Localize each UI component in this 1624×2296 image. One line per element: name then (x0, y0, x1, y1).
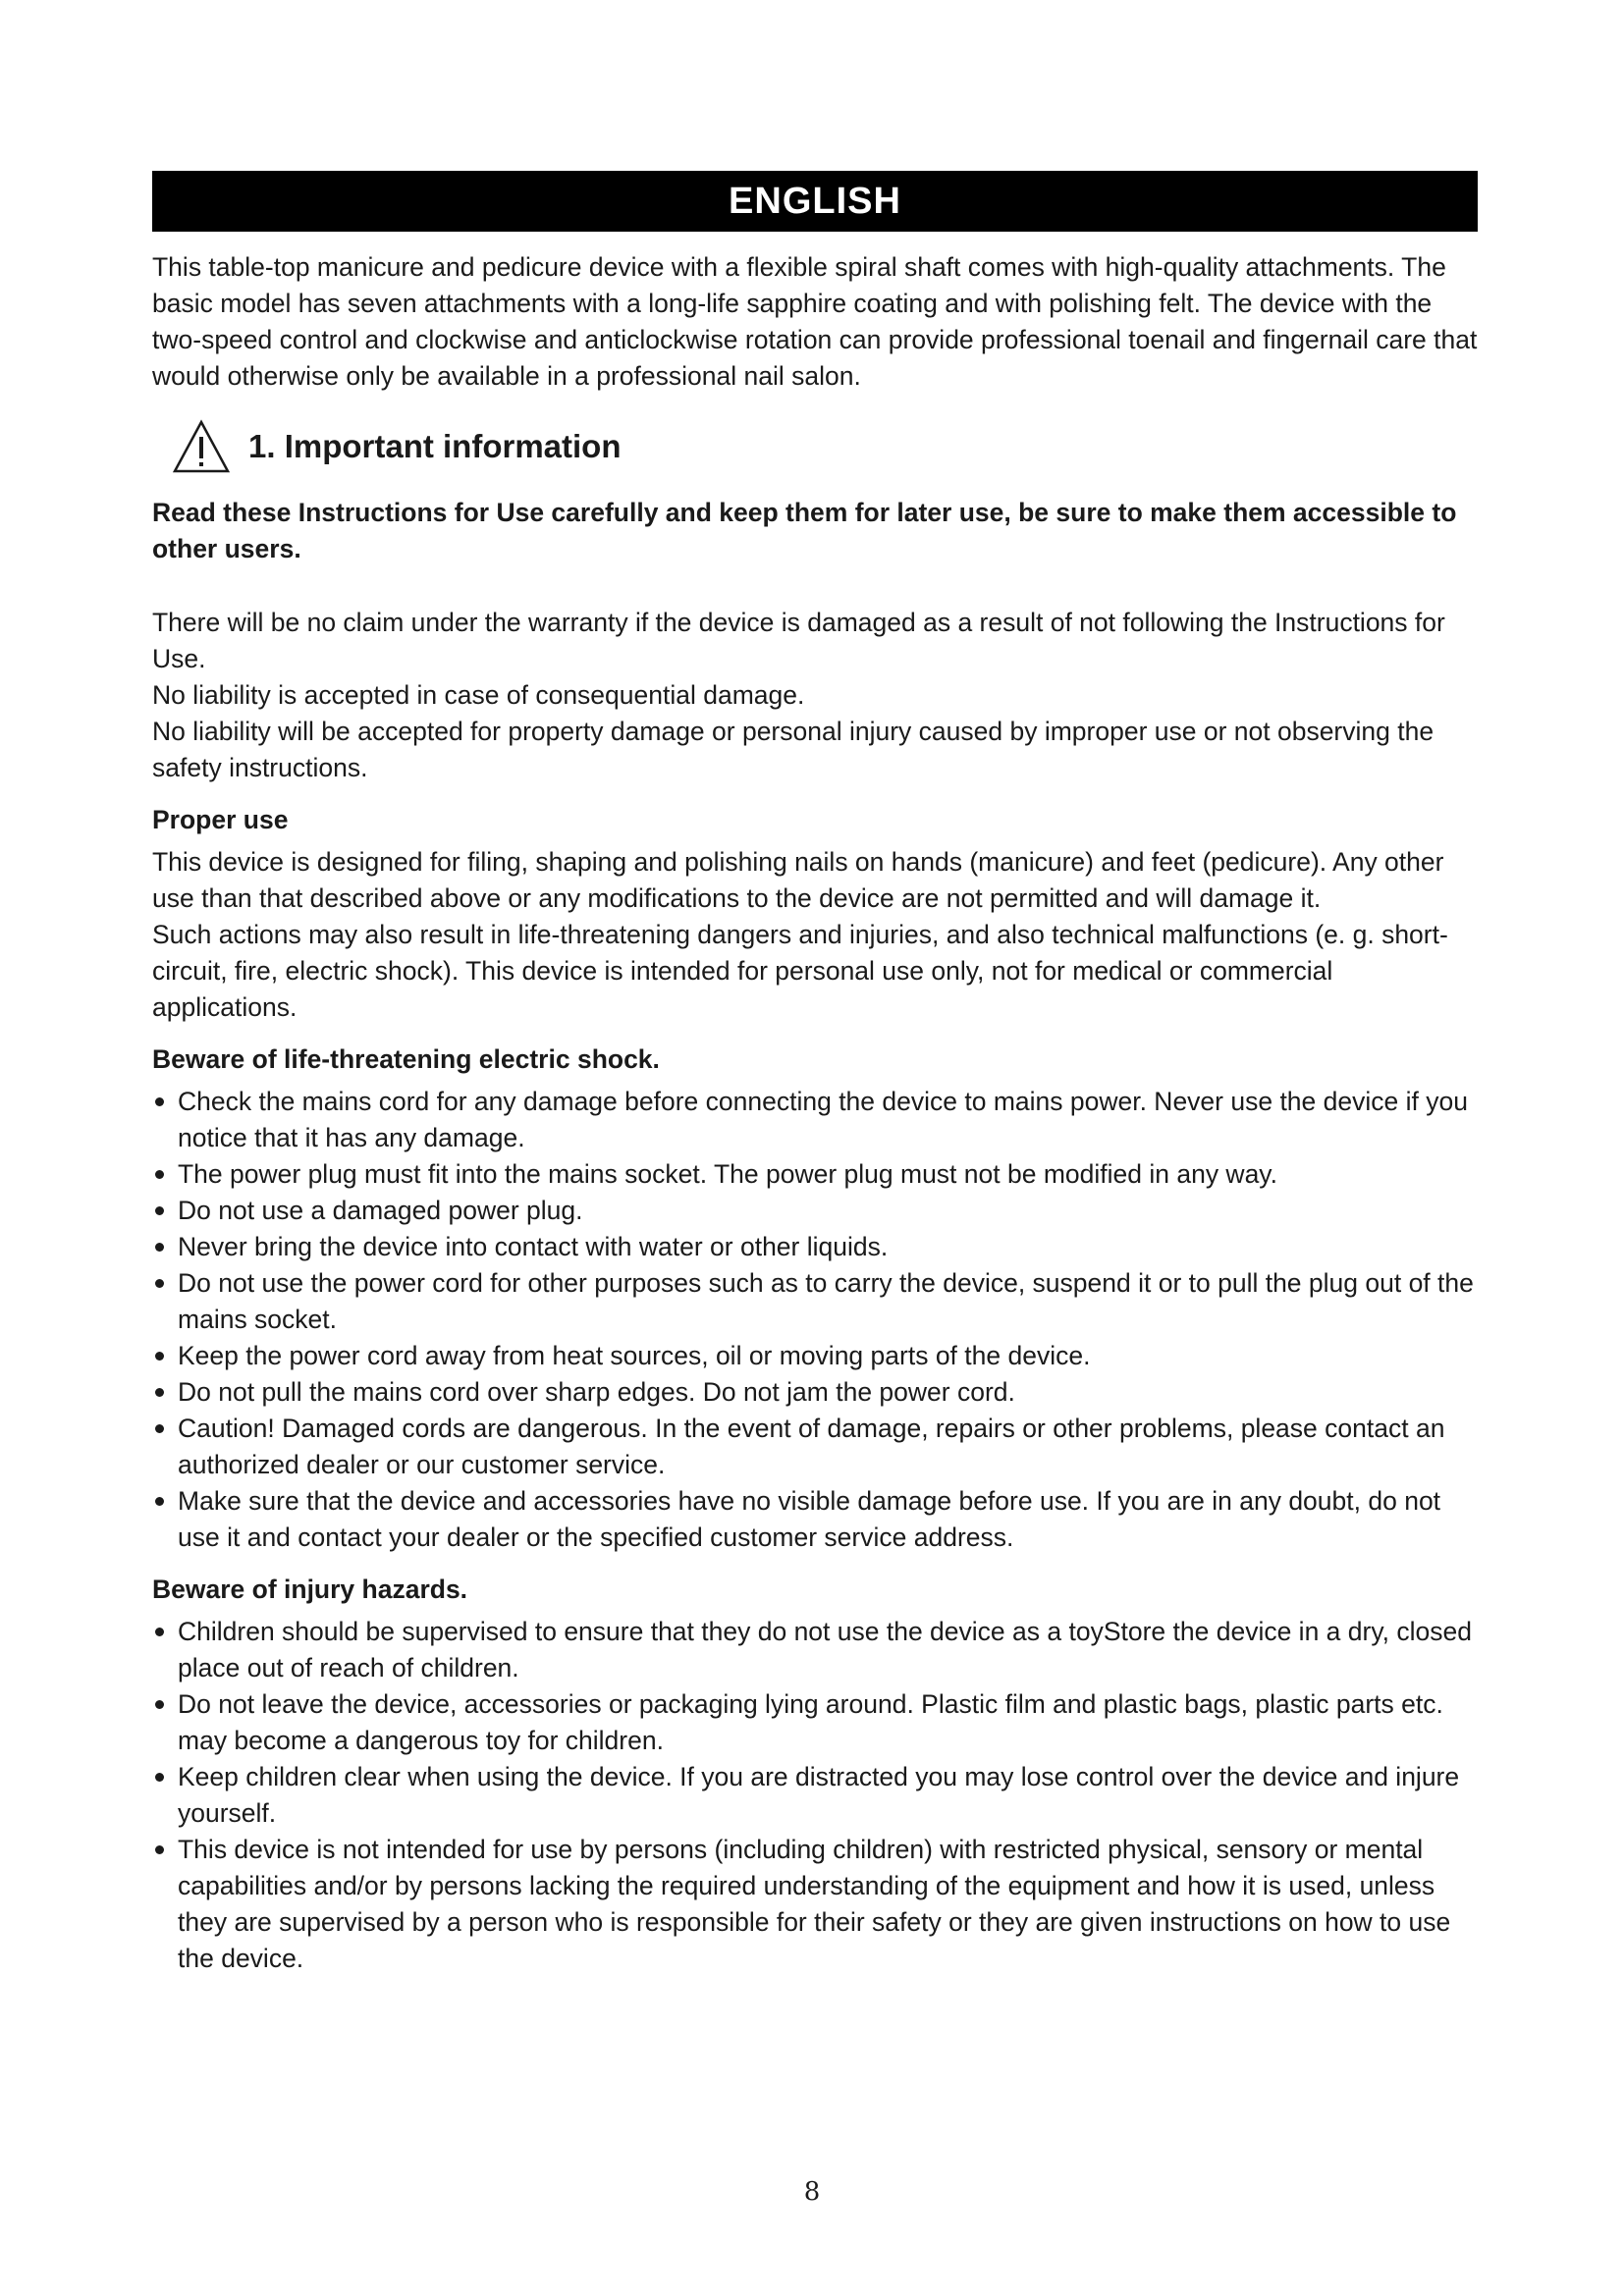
list-item: Never bring the device into contact with water or other liquids. (152, 1229, 1478, 1265)
list-item: Do not leave the device, accessories or packaging lying around. Plastic film and plastic bags, plastic parts etc. may become a dangerous toy for children. (152, 1686, 1478, 1759)
list-item: Keep the power cord away from heat sources, oil or moving parts of the device. (152, 1338, 1478, 1374)
language-header: ENGLISH (152, 171, 1478, 232)
list-item: Check the mains cord for any damage before connecting the device to mains power. Never use the device if you notice that it has any damage. (152, 1084, 1478, 1156)
list-item: This device is not intended for use by persons (including children) with restricted physical, sensory or mental capabilities and/or by persons lacking the required understanding of the equipment and how it is used, unless they are supervised by a person who is responsible for their safety or they are given instructions on how to use the device. (152, 1832, 1478, 1977)
intro-paragraph: This table-top manicure and pedicure device with a flexible spiral shaft comes with high-quality attachments. The basic model has seven attachments with a long-life sapphire coating and with polishing felt. The device with the two-speed control and clockwise and anticlockwise rotation can provide professional toenail and fingernail care that would otherwise only be available in a professional nail salon. (152, 252, 1478, 391)
document-page (152, 171, 1478, 1977)
lead-instruction: Read these Instructions for Use carefully and keep them for later use, be sure to make them accessible to other users. (152, 498, 1457, 563)
electric-shock-heading: Beware of life-threatening electric shock. (152, 1044, 660, 1074)
warranty-line: No liability will be accepted for property damage or personal injury caused by improper use or not observing the safety instructions. (152, 717, 1435, 782)
proper-use-paragraph: Such actions may also result in life-threatening dangers and injuries, and also technical malfunctions (e. g. short-circuit, fire, electric shock). This device is intended for personal use only, not for medical or commercial applications. (152, 920, 1448, 1022)
proper-use-heading: Proper use (152, 805, 289, 834)
list-item: Keep children clear when using the device. If you are distracted you may lose control over the device and injure yourself. (152, 1759, 1478, 1832)
page-number: 8 (803, 2177, 821, 2207)
list-item: Do not use a damaged power plug. (152, 1193, 1478, 1229)
warning-triangle-icon (172, 419, 231, 474)
warranty-line: No liability is accepted in case of consequential damage. (152, 680, 805, 710)
list-item: Caution! Damaged cords are dangerous. In the event of damage, repairs or other problems, please contact an authorized dealer or our customer service. (152, 1411, 1478, 1483)
electric-shock-list (152, 1084, 1478, 1556)
injury-list (152, 1614, 1478, 1977)
warranty-notes (152, 605, 1478, 786)
list-item: Do not pull the mains cord over sharp edges. Do not jam the power cord. (152, 1374, 1478, 1411)
injury-heading: Beware of injury hazards. (152, 1575, 468, 1604)
list-item: Make sure that the device and accessories have no visible damage before use. If you are in any doubt, do not use it and contact your dealer or the specified customer service address. (152, 1483, 1478, 1556)
section-heading (152, 414, 1478, 479)
section-title: 1. Important information (248, 428, 622, 464)
list-item: The power plug must fit into the mains socket. The power plug must not be modified in any way. (152, 1156, 1478, 1193)
list-item: Children should be supervised to ensure that they do not use the device as a toyStore the device in a dry, closed place out of reach of children. (152, 1614, 1478, 1686)
warranty-line: There will be no claim under the warranty if the device is damaged as a result of not following the Instructions for Use. (152, 608, 1445, 673)
proper-use-paragraph: This device is designed for filing, shaping and polishing nails on hands (manicure) and feet (pedicure). Any other use than that described above or any modifications to the device are not permitted and will damage it. (152, 847, 1444, 913)
list-item: Do not use the power cord for other purposes such as to carry the device, suspend it or to pull the plug out of the mains socket. (152, 1265, 1478, 1338)
proper-use-text (152, 844, 1478, 1026)
